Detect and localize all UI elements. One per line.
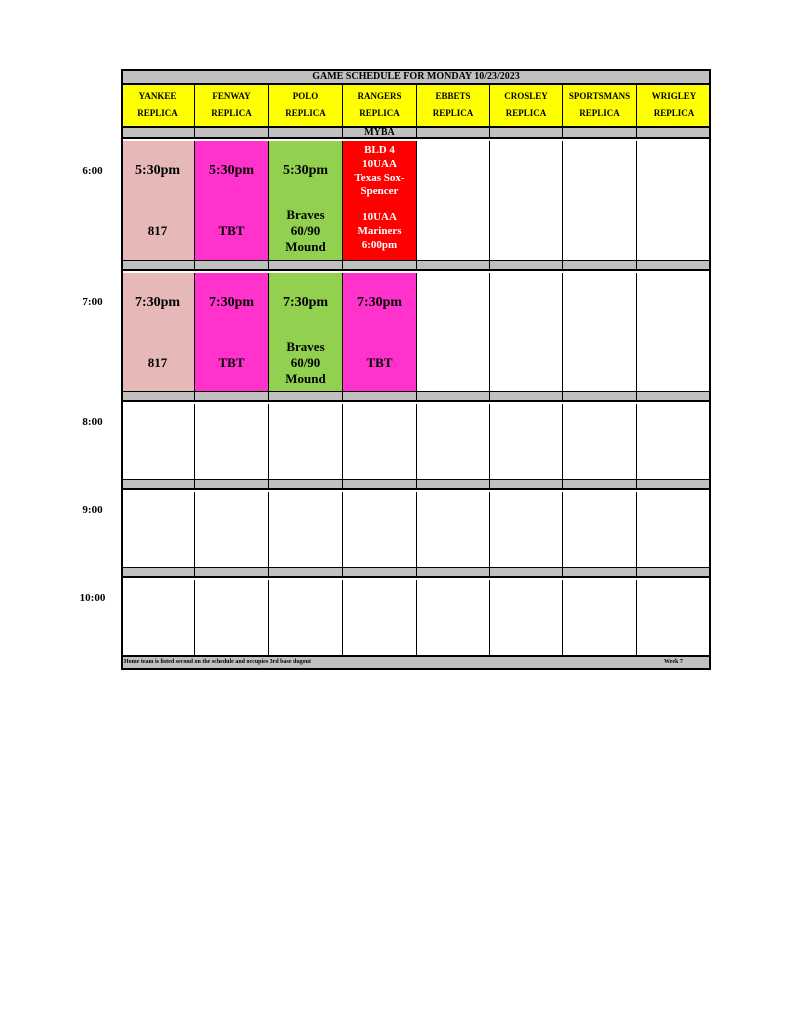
game-cell-empty[interactable] [417,404,490,479]
game-cell-empty[interactable] [490,273,563,392]
game-time: 7:30pm [208,295,255,310]
separator-bar [563,260,637,271]
league-label-myba: MYBA [343,128,417,139]
field-header-yankee [121,85,195,128]
schedule-title: GAME SCHEDULE FOR MONDAY 10/23/2023 [121,69,711,85]
game-team: 60/90 [290,223,321,238]
game-cell-polo-6[interactable] [269,141,343,261]
field-header-crosley [490,85,563,128]
separator-bar [417,479,490,490]
separator-bar [269,260,343,271]
field-header-sportsmans [563,85,637,128]
game-cell-polo-7[interactable] [269,273,343,392]
separator-bar [417,128,490,139]
game-cell-yankee-7[interactable] [121,273,195,392]
separator-bar [490,567,563,578]
field-sub: REPLICA [579,108,620,118]
game-cell-empty[interactable] [563,404,637,479]
footer-week: Week 7 [664,659,683,665]
game-line: 10UAA [362,158,397,170]
game-cell-empty[interactable] [417,273,490,392]
game-cell-empty[interactable] [121,492,195,567]
footer-note: Home team is listed second on the schedule and occupies 3rd base dugout [124,659,312,665]
field-header-polo [269,85,343,128]
game-cell-empty[interactable] [637,580,711,655]
game-line: Spencer [360,185,399,197]
separator-bar [490,479,563,490]
game-time: 7:30pm [356,295,403,310]
separator-bar [195,567,269,578]
game-cell-empty[interactable] [269,580,343,655]
separator-bar [490,260,563,271]
game-cell-empty[interactable] [343,404,417,479]
field-name: EBBETS [435,91,471,101]
game-cell-empty[interactable] [269,492,343,567]
separator-bar [343,567,417,578]
field-name: SPORTSMANS [568,91,631,101]
game-cell-empty[interactable] [637,404,711,479]
separator-bar [637,128,711,139]
separator-bar [269,391,343,402]
separator-bar [563,567,637,578]
game-cell-empty[interactable] [121,580,195,655]
game-cell-rangers-7[interactable] [343,273,417,392]
separator-bar [417,260,490,271]
game-cell-empty[interactable] [637,492,711,567]
field-name: RANGERS [357,91,402,101]
field-header-wrigley [637,85,711,128]
time-label-8: 8:00 [82,416,103,428]
time-label-10: 10:00 [79,592,106,604]
game-team: Braves [286,339,325,354]
game-team: Braves [286,207,325,222]
separator-bar [269,128,343,139]
separator-bar [490,128,563,139]
game-team: 817 [147,223,168,238]
game-time: 5:30pm [134,163,181,178]
separator-bar [195,479,269,490]
game-cell-empty[interactable] [121,404,195,479]
game-cell-empty[interactable] [417,492,490,567]
game-cell-empty[interactable] [417,141,490,261]
separator-bar [490,391,563,402]
separator-bar [343,391,417,402]
separator-bar [121,260,195,271]
game-cell-empty[interactable] [417,580,490,655]
field-name: CROSLEY [504,91,548,101]
field-name: WRIGLEY [651,91,697,101]
separator-bar [121,391,195,402]
game-time: 7:30pm [282,295,329,310]
game-line: BLD 4 [364,144,395,156]
game-cell-empty[interactable] [343,580,417,655]
separator-bar [637,567,711,578]
game-cell-empty[interactable] [490,580,563,655]
game-cell-empty[interactable] [490,492,563,567]
game-cell-empty[interactable] [195,492,269,567]
field-name: FENWAY [212,91,251,101]
separator-bar [195,391,269,402]
separator-bar [563,128,637,139]
separator-bar [269,479,343,490]
field-header-ebbets [417,85,490,128]
game-time: 5:30pm [282,163,329,178]
field-sub: REPLICA [211,108,252,118]
game-team: Mound [285,239,326,254]
game-team: 60/90 [290,355,321,370]
time-label-9: 9:00 [82,504,103,516]
game-cell-empty[interactable] [563,492,637,567]
game-cell-empty[interactable] [490,404,563,479]
time-label-6: 6:00 [82,165,103,177]
separator-bar [195,128,269,139]
game-time: 7:30pm [134,295,181,310]
separator-bar [121,567,195,578]
separator-bar [637,479,711,490]
game-line: Texas Sox- [354,172,405,184]
field-sub: REPLICA [505,108,547,118]
field-sub: REPLICA [359,108,400,118]
game-cell-empty[interactable] [563,141,637,261]
game-cell-yankee-6[interactable] [121,141,195,261]
game-cell-empty[interactable] [195,404,269,479]
field-header-rangers [343,85,417,128]
game-cell-empty[interactable] [269,404,343,479]
field-sub: REPLICA [432,108,474,118]
game-team: 817 [147,355,168,370]
game-cell-empty[interactable] [563,273,637,392]
game-team: TBT [218,355,245,370]
game-cell-empty[interactable] [637,141,711,261]
field-sub: REPLICA [285,108,326,118]
separator-bar [637,391,711,402]
field-name: YANKEE [138,91,177,101]
field-sub: REPLICA [653,108,695,118]
game-team: TBT [366,355,393,370]
field-header-fenway [195,85,269,128]
separator-bar [637,260,711,271]
game-cell-empty[interactable] [563,580,637,655]
separator-bar [417,391,490,402]
game-cell-empty[interactable] [195,580,269,655]
field-name: POLO [292,91,319,101]
game-team: TBT [218,223,245,238]
game-cell-empty[interactable] [490,141,563,261]
schedule-footer [121,655,711,670]
separator-bar [195,260,269,271]
game-cell-fenway-6[interactable] [195,141,269,261]
game-time: 5:30pm [208,163,255,178]
game-cell-empty[interactable] [343,492,417,567]
separator-bar [563,391,637,402]
game-line: 10UAA [362,211,397,223]
separator-bar [269,567,343,578]
field-sub: REPLICA [137,108,178,118]
game-line: 6:00pm [361,239,398,251]
separator-bar [121,128,195,139]
game-team: Mound [285,371,326,386]
time-label-7: 7:00 [82,296,103,308]
game-cell-fenway-7[interactable] [195,273,269,392]
game-cell-empty[interactable] [637,273,711,392]
separator-bar [417,567,490,578]
game-line: Mariners [357,225,402,237]
separator-bar [121,479,195,490]
separator-bar [343,260,417,271]
separator-bar [563,479,637,490]
game-cell-rangers-6[interactable] [343,141,417,261]
separator-bar [343,479,417,490]
